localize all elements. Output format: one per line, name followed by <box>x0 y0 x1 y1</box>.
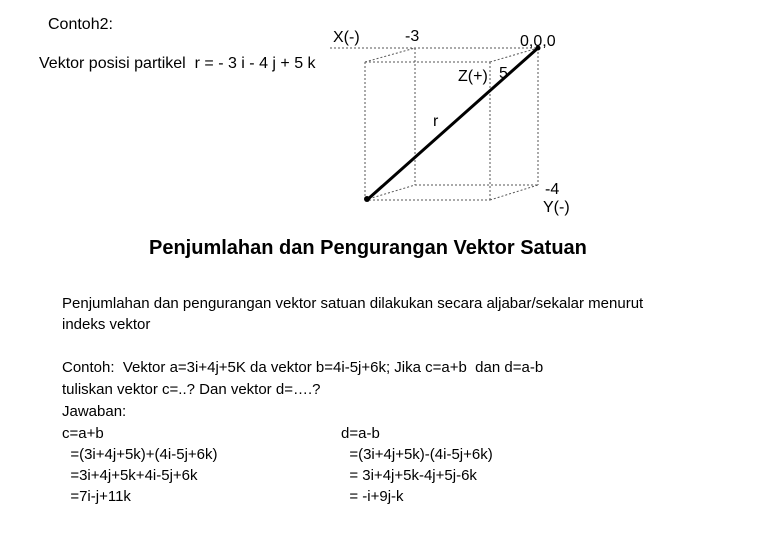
z-axis-label: Z(+) <box>458 68 488 85</box>
z-value-label: 5 <box>499 65 508 82</box>
solution-d-line: d=a-b <box>341 425 380 442</box>
problem-line-2: tuliskan vektor c=..? Dan vektor d=….? <box>62 381 321 398</box>
box-edge <box>365 48 415 62</box>
box-edge <box>490 185 538 200</box>
solution-c-line: =(3i+4j+5k)+(4i-5j+6k) <box>62 446 218 463</box>
vector-diagram <box>0 0 780 240</box>
problem-line-1: Contoh: Vektor a=3i+4j+5K da vektor b=4i-5j+6k; Jika c=a+b dan d=a-b <box>62 359 544 376</box>
y-value-label: -4 <box>545 181 560 198</box>
origin-label: 0,0,0 <box>520 33 556 50</box>
example-label: Contoh2: <box>48 16 113 33</box>
solution-d-line: =(3i+4j+5k)-(4i-5j+6k) <box>341 446 493 463</box>
section-heading: Penjumlahan dan Pengurangan Vektor Satuan <box>149 237 587 259</box>
solution-c-line: =3i+4j+5k+4i-5j+6k <box>62 467 198 484</box>
intro-line-2: indeks vektor <box>62 316 151 333</box>
intro-line-1: Penjumlahan dan pengurangan vektor satuan dilakukan secara aljabar/sekalar menurut <box>62 295 644 312</box>
x-axis-label: X(-) <box>333 29 360 46</box>
vector-r-label: r <box>433 113 439 130</box>
position-vector-description: Vektor posisi partikel r = - 3 i - 4 j + 5 k <box>39 55 316 72</box>
solution-c-line: c=a+b <box>62 425 104 442</box>
solution-c-line: =7i-j+11k <box>62 488 131 505</box>
solution-d-line: = 3i+4j+5k-4j+5j-6k <box>341 467 477 484</box>
vector-r-tip <box>364 196 370 202</box>
solution-d-line: = -i+9j-k <box>341 488 404 505</box>
y-axis-label: Y(-) <box>543 199 570 216</box>
box-edge <box>365 185 415 200</box>
x-value-label: -3 <box>405 28 420 45</box>
answer-label: Jawaban: <box>62 403 127 420</box>
vector-r-line <box>368 48 538 199</box>
